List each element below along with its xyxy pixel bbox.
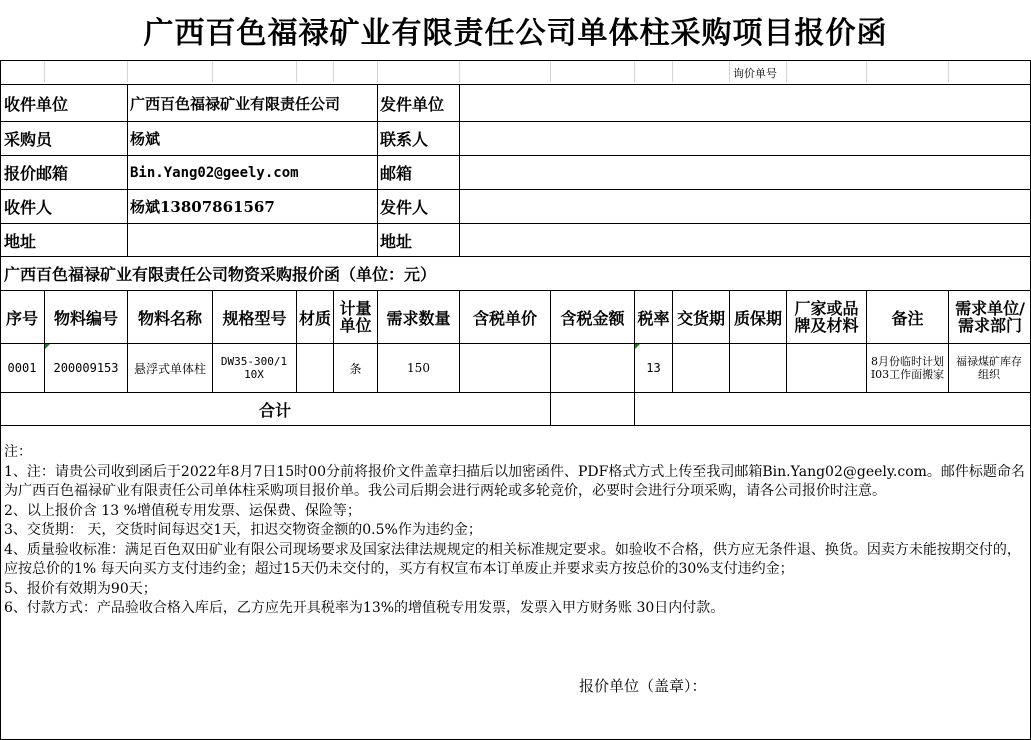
row-tax-amount [551, 344, 634, 392]
row-seq: 0001 [7, 361, 37, 375]
row-material-code: 200009153 [53, 361, 119, 375]
total-label: 合计 [258, 400, 291, 420]
page-title: 广西百色福禄矿业有限责任公司单体柱采购项目报价函 [143, 16, 888, 51]
signature-label: 报价单位（盖章）： [579, 677, 707, 695]
note-4: 4、质量验收标准：满足百色双田矿业有限公司现场要求及国家法律法规规定的相关标准规定要求。如验收不合格，供方应无条件退、换货。因卖方未能按期交付的，应按总价的1% 每天向买方支付违约金；超过15天仍未交付的，买方有权宣布本订单废止并要求卖方按总价的30%支付违约金； [4, 541, 1021, 577]
header-brand: 厂家或品牌及材料 [794, 299, 859, 335]
header-remark: 备注 [891, 308, 924, 328]
notes-heading: 注： [4, 444, 32, 460]
header-material-code: 物料编号 [53, 308, 118, 328]
note-1: 1、注：请贵公司收到函后于2022年8月7日15时00分前将报价文件盖章扫描后以加密函件、PDF格式方式上传至我司邮箱Bin.Yang02@geely.com。邮件标题命名为广西百色福禄矿业有限责任公司单体柱采购项目报价单。我公司后期会进行两轮或多轮竞价，必要时会进行分项采购，请各公司报价时注意。 [4, 463, 1025, 499]
email-label: 邮箱 [380, 164, 413, 183]
note-3: 3、交货期： 天，交货时间每迟交1天，扣迟交物资金额的0.5%作为违约金； [4, 522, 482, 538]
address-label: 地址 [4, 231, 37, 251]
header-material-name: 物料名称 [137, 308, 202, 328]
sender-unit-label: 发件单位 [380, 94, 445, 114]
header-qty: 需求数量 [386, 308, 451, 328]
header-spec: 规格型号 [222, 308, 287, 328]
note-5: 5、报价有效期为90天； [4, 580, 157, 597]
row-warranty [730, 344, 786, 392]
header-dept: 需求单位/需求部门 [955, 299, 1025, 335]
header-warranty: 质保期 [733, 308, 782, 328]
row-spec: DW35-300/110X [220, 355, 288, 381]
header-seq: 序号 [5, 308, 38, 328]
table-title: 广西百色福禄矿业有限责任公司物资采购报价函（单位：元） [4, 265, 437, 284]
row-qty: 150 [407, 361, 430, 375]
recipient-value: 杨斌13807861567 [130, 198, 275, 216]
sender-label: 发件人 [380, 198, 429, 217]
address2-label: 地址 [380, 231, 413, 251]
header-delivery: 交货期 [676, 308, 725, 328]
header-tax-price: 含税单价 [472, 308, 537, 328]
row-tax-price [460, 344, 550, 392]
row-dept: 福禄煤矿库存组织 [956, 355, 1022, 381]
buyer-label: 采购员 [4, 130, 53, 149]
row-remark: 8月份临时计划I03工作面搬家 [870, 355, 945, 381]
quote-email-value: Bin.Yang02@geely.com [130, 164, 299, 181]
note-6: 6、付款方式：产品验收合格入库后，乙方应先开具税率为13%的增值税专用发票，发票入甲方财务账 30日内付款。 [4, 600, 725, 616]
note-2: 2、以上报价含 13 %增值税专用发票、运保费、保险等； [4, 502, 361, 519]
row-brand [787, 344, 866, 392]
row-delivery [673, 344, 729, 392]
row-tax-rate: 13 [646, 361, 661, 375]
receiver-unit-value: 广西百色福禄矿业有限责任公司 [130, 94, 341, 113]
row-texture [297, 344, 333, 392]
row-material-name: 悬浮式单体柱 [133, 361, 206, 376]
header-tax-amount: 含税金额 [560, 308, 625, 328]
receiver-unit-label: 收件单位 [4, 94, 69, 114]
header-tax-rate: 税率 [637, 308, 670, 328]
contact-label: 联系人 [380, 130, 429, 149]
row-unit: 条 [349, 361, 362, 376]
quote-email-label: 报价邮箱 [4, 164, 69, 183]
header-unit: 计量单位 [339, 299, 372, 335]
notes-section [4, 443, 1028, 619]
header-texture: 材质 [298, 308, 331, 328]
buyer-value: 杨斌 [130, 130, 161, 148]
recipient-label: 收件人 [4, 198, 53, 217]
inquiry-number-label: 询价单号 [733, 67, 777, 80]
